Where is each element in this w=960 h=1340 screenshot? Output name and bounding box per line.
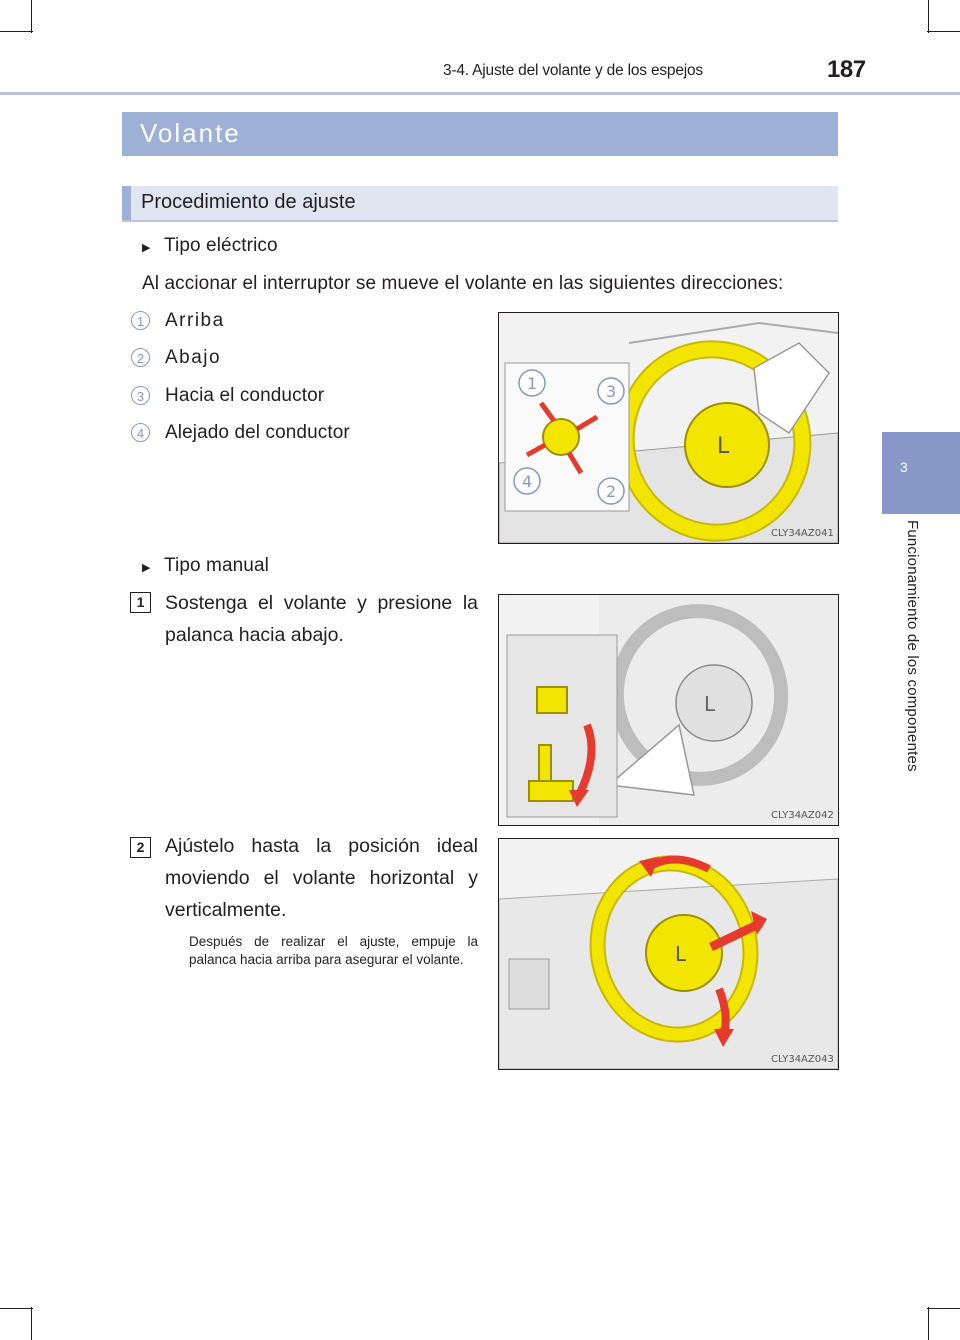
- step-text-1: Sostenga el volante y presione la palanca hacia abajo.: [165, 592, 478, 646]
- page-number: 187: [827, 56, 866, 83]
- crop-mark: [31, 1307, 32, 1340]
- crop-mark: [927, 1308, 960, 1309]
- figure-manual-adjust: [498, 838, 839, 1070]
- header-rule: [0, 92, 960, 95]
- figure-code-2: CLY34AZ042: [771, 810, 834, 821]
- item-number-3: 3: [131, 386, 150, 405]
- figure-electric-steering: [498, 312, 839, 544]
- bullet-triangle-icon: ▶: [142, 242, 151, 254]
- svg-text:L: L: [675, 942, 687, 966]
- crop-mark: [0, 31, 33, 32]
- chapter-tab: [882, 432, 960, 514]
- item-label-away: Alejado del conductor: [165, 422, 350, 443]
- figure-code-1: CLY34AZ041: [771, 528, 834, 539]
- electric-heading: Tipo eléctrico: [164, 235, 278, 256]
- subsection-title: Procedimiento de ajuste: [122, 186, 838, 222]
- crop-mark: [928, 0, 929, 33]
- item-label-down: Abajo: [165, 347, 222, 368]
- step-text-2: Ajústelo hasta la posición ideal moviendo el volante horizontal y verticalmente.: [165, 835, 478, 921]
- callout-1: 1: [527, 374, 538, 393]
- header-section-title: 3-4. Ajuste del volante y de los espejos: [443, 62, 703, 79]
- chapter-number: 3: [900, 459, 908, 475]
- callout-2: 2: [606, 482, 617, 501]
- item-number-4: 4: [131, 423, 150, 442]
- callout-4: 4: [522, 472, 533, 491]
- item-label-toward: Hacia el conductor: [165, 385, 325, 406]
- crop-mark: [928, 1307, 929, 1340]
- step-number-1: 1: [130, 592, 151, 613]
- figure-manual-lever: [498, 594, 839, 826]
- electric-intro: Al accionar el interruptor se mueve el volante en las siguientes direcciones:: [142, 273, 784, 294]
- item-number-1: 1: [131, 311, 150, 330]
- item-number-2: 2: [131, 348, 150, 367]
- chapter-title: Funcionamiento de los componentes: [904, 520, 921, 772]
- svg-text:L: L: [704, 692, 716, 716]
- step-note-2: Después de realizar el ajuste, empuje la palanca hacia arriba para asegurar el volante.: [189, 934, 478, 967]
- crop-mark: [927, 31, 960, 32]
- section-title: Volante: [122, 112, 838, 156]
- bullet-triangle-icon: ▶: [142, 562, 151, 574]
- step-number-2: 2: [130, 837, 151, 858]
- callout-3: 3: [606, 382, 617, 401]
- figure-code-3: CLY34AZ043: [771, 1054, 834, 1065]
- item-label-up: Arriba: [165, 310, 225, 331]
- manual-heading: Tipo manual: [164, 555, 269, 576]
- crop-mark: [31, 0, 32, 33]
- svg-text:L: L: [717, 434, 730, 459]
- crop-mark: [0, 1308, 33, 1309]
